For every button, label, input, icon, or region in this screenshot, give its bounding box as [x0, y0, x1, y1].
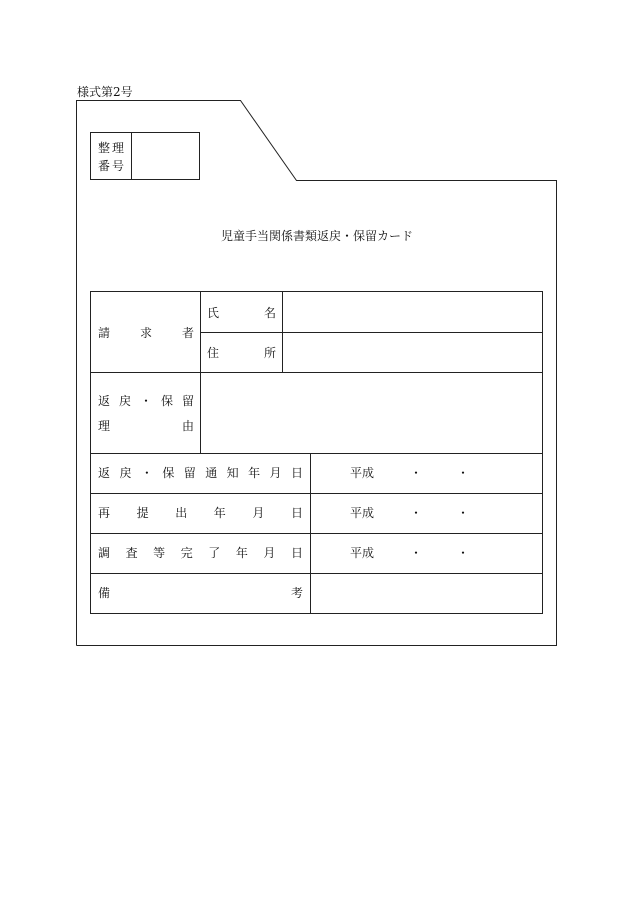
investigation-date-separator: ・ [410, 546, 423, 560]
investigation-date-separator: ・ [457, 546, 470, 560]
main-table [90, 291, 543, 614]
resubmission-date-separator: ・ [457, 506, 470, 520]
remarks-label: 備 考 [98, 586, 303, 600]
name-label: 氏 名 [207, 306, 276, 320]
investigation-date-label: 調 査 等 完 了 年 月 日 [98, 546, 303, 560]
reason-label-line2: 理 由 [98, 419, 194, 433]
reference-number-box [90, 132, 200, 180]
reference-label-line1: 整 理 [98, 141, 124, 155]
address-label: 住 所 [207, 346, 276, 360]
notice-date-separator: ・ [410, 466, 423, 480]
notice-date-separator: ・ [457, 466, 470, 480]
resubmission-date-label: 再 提 出 年 月 日 [98, 506, 303, 520]
investigation-date-era: 平成 [350, 546, 375, 560]
claimant-label: 請 求 者 [98, 326, 194, 340]
reason-label-line1: 返 戻 ・ 保 留 [98, 394, 194, 408]
notice-date-label: 返 戻 ・ 保 留 通 知 年 月 日 [98, 466, 303, 480]
resubmission-date-separator: ・ [410, 506, 423, 520]
form-number: 様式第2号 [77, 85, 133, 99]
resubmission-date-era: 平成 [350, 506, 375, 520]
form-title: 児童手当関係書類返戻・保留カード [221, 229, 414, 243]
reference-label-line2: 番 号 [98, 159, 124, 173]
notice-date-era: 平成 [350, 466, 375, 480]
